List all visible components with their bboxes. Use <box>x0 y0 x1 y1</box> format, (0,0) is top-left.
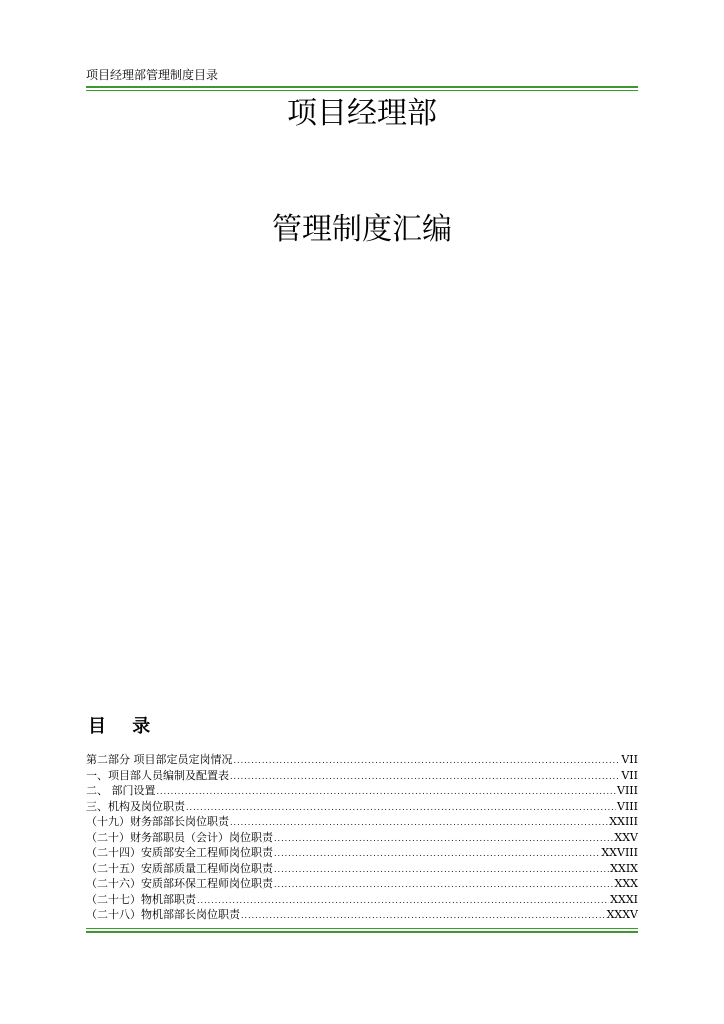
toc-entry-label: （二十六）安质部环保工程师岗位职责 <box>86 877 273 890</box>
toc-entry-label: （二十八）物机部部长岗位职责 <box>86 908 240 921</box>
toc-entry-page: XXIX <box>610 861 638 875</box>
toc-entry[interactable] <box>86 861 638 877</box>
toc-leader-dots <box>230 769 620 785</box>
toc-entry-label: （二十四）安质部安全工程师岗位职责 <box>86 846 273 859</box>
toc-entry-page: XXVIII <box>601 846 638 859</box>
header-rule <box>86 86 638 88</box>
toc-entry[interactable] <box>86 876 638 892</box>
toc-entry[interactable] <box>86 907 638 923</box>
toc-entry[interactable] <box>86 892 638 908</box>
toc-leader-dots <box>274 862 609 878</box>
header-rule-thin <box>86 90 638 91</box>
footer-rule <box>86 931 638 933</box>
toc-entry-page: XXXI <box>610 892 638 906</box>
toc-leader-dots <box>274 877 614 893</box>
toc-leader-dots <box>186 800 616 816</box>
toc-entry-page: VII <box>621 768 638 782</box>
toc-entry[interactable] <box>86 814 638 830</box>
toc-entry-page: XXV <box>614 830 638 844</box>
toc-leader-dots <box>274 846 600 862</box>
toc-entry-label: 第二部分 项目部定员定岗情况 <box>86 753 233 766</box>
toc-entry-page: XXX <box>614 877 638 890</box>
toc-entry[interactable] <box>86 830 638 846</box>
toc-entry[interactable] <box>86 768 638 784</box>
toc-entry[interactable] <box>86 799 638 815</box>
toc-leader-dots <box>241 908 606 924</box>
toc-entry[interactable] <box>86 783 638 799</box>
toc-entry[interactable] <box>86 845 638 861</box>
toc-entry-label: （二十五）安质部质量工程师岗位职责 <box>86 861 273 875</box>
document-title-line2: 管理制度汇编 <box>272 212 452 247</box>
running-header: 项目经理部管理制度目录 <box>86 68 219 82</box>
toc-leader-dots <box>197 893 609 909</box>
toc-entry-label: （十九）财务部部长岗位职责 <box>86 815 229 828</box>
toc-entry-label: 三、机构及岗位职责 <box>86 799 185 813</box>
toc-entry-label: 二、 部门设置 <box>86 784 156 797</box>
toc-leader-dots <box>234 753 621 769</box>
document-title-line1: 项目经理部 <box>287 96 437 131</box>
table-of-contents <box>86 752 638 923</box>
footer-rule-thin <box>86 928 638 929</box>
toc-heading: 目 录 <box>88 716 161 737</box>
toc-entry-label: （二十七）物机部职责 <box>86 892 196 906</box>
toc-entry[interactable] <box>86 752 638 768</box>
toc-entry-page: VII <box>621 753 638 766</box>
toc-entry-label: （二十）财务部职员（会计）岗位职责 <box>86 830 273 844</box>
toc-entry-page: XXXV <box>606 908 638 921</box>
toc-entry-page: VIII <box>617 784 638 797</box>
toc-entry-page: VIII <box>617 799 638 813</box>
toc-entry-label: 一、项目部人员编制及配置表 <box>86 768 229 782</box>
toc-leader-dots <box>157 784 617 800</box>
toc-leader-dots <box>274 831 613 847</box>
toc-entry-page: XXIII <box>609 815 638 828</box>
toc-leader-dots <box>230 815 608 831</box>
